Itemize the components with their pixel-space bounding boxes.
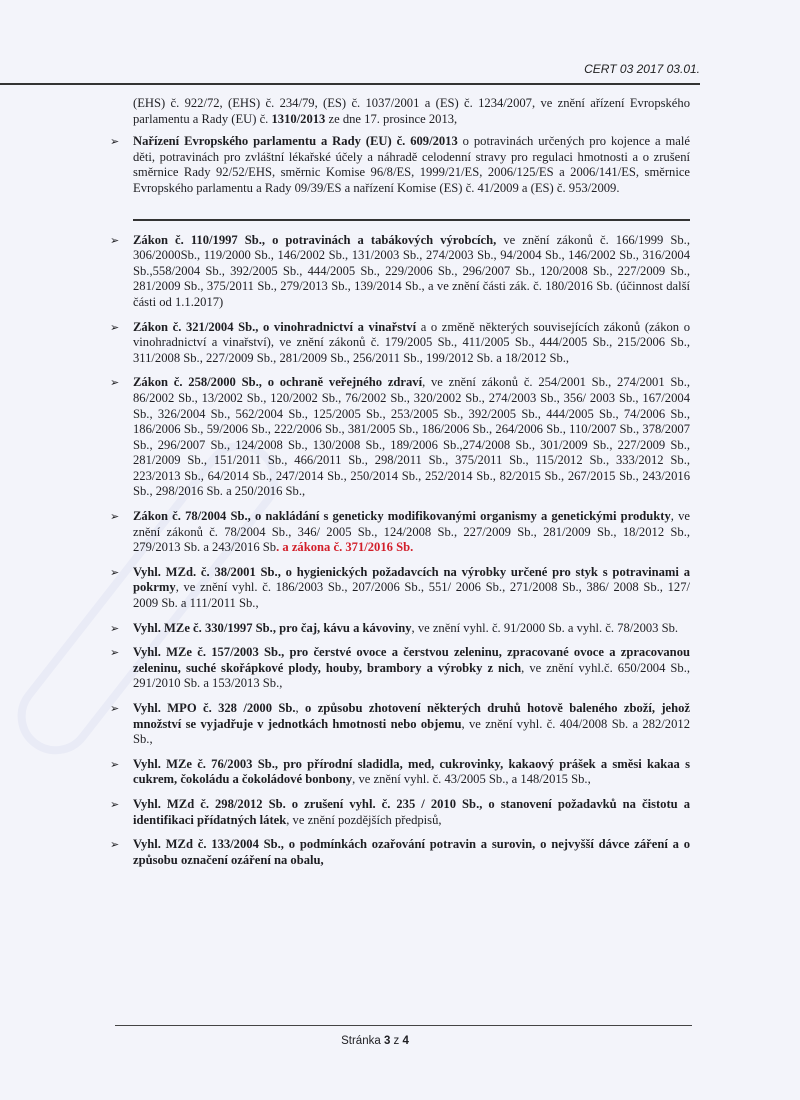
legislation-list [110, 96, 690, 877]
citation-text: , ve znění vyhl. č. 404/2008 Sb. a 282/2012 Sb., [133, 716, 690, 747]
page-number [0, 1035, 800, 1047]
national-laws-list [110, 233, 690, 869]
citation-text: , ve znění vyhl.č. 650/2004 Sb., 291/2010 Sb. a 153/2013 Sb., [133, 660, 690, 691]
citation-text: , ve znění vyhl. č. 91/2000 Sb. a vyhl. č. 78/2003 Sb. [411, 620, 679, 635]
citation-title: Zákon č. 321/2004 Sb., o vinohradnictví a vinařství [133, 319, 417, 334]
amendment-highlight: . a zákona č. 371/2016 Sb. [276, 540, 414, 555]
arrow-bullet-icon: ➢ [110, 702, 120, 715]
list-item [110, 509, 690, 556]
list-item [110, 233, 690, 311]
page-sep: z [390, 1035, 403, 1047]
citation-text: a o změně některých souvisejících zákonů (zákon o vinohradnictví a vinařství), ve znění zákonů č. 179/2005 Sb., 411/2005 Sb., 444/2005 Sb., 215/2006 Sb., 311/2008 Sb., 227/2009 Sb., 281/2009 Sb., 256/2011 Sb., 199/2012 Sb. a 18/2012 Sb., [133, 319, 690, 365]
citation-title: Vyhl. MZe č. 157/2003 Sb., pro čerstvé ovoce a čerstvou zeleninu, zpracované ovoce a zpracovanou zeleninu, suché skořápkové plody, houby, brambory a výrobky z nich [133, 645, 690, 675]
list-item [110, 134, 690, 196]
citation-text: , ve znění vyhl. č. 186/2003 Sb., 207/2006 Sb., 551/ 2006 Sb., 271/2008 Sb., 386/ 2008 Sb., 127/ 2009 Sb. a 111/2011 Sb., [133, 580, 690, 611]
page-label: Stránka [341, 1035, 384, 1047]
citation-text: , ve znění zákonů č. 254/2001 Sb., 274/2001 Sb., 86/2002 Sb., 13/2002 Sb., 120/2002 Sb., 76/2002 Sb., 320/2002 Sb., 274/2003 Sb., 356/ 2003 Sb., 167/2004 Sb., 326/2004 Sb., 562/2004 Sb., 125/2005 Sb., 253/2005 Sb., 392/2005 Sb., 444/2005 Sb., 74/2006 Sb., 186/2006 Sb., 59/2006 Sb., 222/2006 Sb., 381/2005 Sb., 186/2006 Sb., 264/2006 Sb., 110/2007 Sb., 378/2007 Sb., 296/2007 Sb., 124/2008 Sb., 130/2008 Sb., 189/2006 Sb.,274/2008 Sb., 301/2009 Sb., 227/2009 Sb., 281/2009 Sb., 151/2011 Sb., 466/2011 Sb., 298/2011 Sb., 375/2011 Sb., 115/2012 Sb., 333/2012 Sb., 223/2013 Sb., 64/2014 Sb., 247/2014 Sb., 250/2014 Sb., 252/2014 Sb., 82/2015 Sb., 267/2015 Sb., 243/2016 Sb., 298/2016 Sb. a 250/2016 Sb., [133, 375, 690, 499]
citation-text: ve znění zákonů č. 166/1999 Sb., 306/2000Sb., 119/2000 Sb., 146/2002 Sb., 131/2003 Sb., 274/2003 Sb., 94/2004 Sb., 146/2002 Sb., 316/2004 Sb.,558/2004 Sb., 392/2005 Sb., 444/2005 Sb., 229/2006 Sb., 296/2007 Sb., 120/2008 Sb., 227/2009 Sb., 281/2009 Sb., 375/2011 Sb., 279/2013 Sb., 139/2014 Sb., a ve znění části zák. č. 180/2016 Sb. (účinnost další části od 1.1.2017) [133, 232, 690, 309]
arrow-bullet-icon: ➢ [110, 621, 120, 635]
arrow-bullet-icon: ➢ [110, 757, 120, 771]
citation-title: Nařízení Evropského parlamentu a Rady (EU) č. 609/2013 [133, 134, 458, 149]
citation-title: Vyhl. MZd č. 133/2004 Sb., o podmínkách ozařování potravin a surovin, o nejvyšší dávce záření a o způsobu označení ozáření na obalu, [133, 837, 690, 867]
list-item [110, 320, 690, 367]
arrow-bullet-icon: ➢ [110, 565, 120, 579]
arrow-bullet-icon: ➢ [110, 376, 120, 390]
header-divider [0, 83, 700, 85]
list-item [110, 645, 690, 692]
arrow-bullet-icon: ➢ [110, 646, 120, 660]
list-item [110, 375, 690, 500]
continuation-paragraph [110, 96, 690, 127]
section-divider [133, 219, 690, 221]
citation-title: Vyhl. MZd č. 298/2012 Sb. o zrušení vyhl. č. 235 / 2010 Sb., o stanovení požadavků na čistotu a identifikaci přídatných látek [133, 796, 690, 827]
footer-divider [115, 1025, 692, 1026]
citation-text: , ve znění zákonů č. 78/2004 Sb., 346/ 2005 Sb., 124/2008 Sb., 227/2009 Sb., 281/2009 Sb., 18/2012 Sb., 279/2013 Sb. a 243/2016 Sb [133, 509, 690, 555]
citation-text: o potravinách určených pro kojence a malé děti, potravinách pro zvláštní lékařské účely a náhradě celodenní stravy pro regulaci hmotnosti a o zrušení směrnice Rady 92/52/EHS, směrnic Komise 96/8/ES, 1999/21/ES, 2006/125/ES a 2006/141/ES, směrnice Evropského parlamentu a Rady 09/39/ES a nařízení Komise (ES) č. 41/2009 a (ES) č. 953/2009. [133, 134, 690, 195]
list-item [110, 837, 690, 868]
arrow-bullet-icon: ➢ [110, 135, 120, 149]
citation-title: Vyhl. MZd. č. 38/2001 Sb., o hygienických požadavcích na výrobky určené pro styk s potravinami a pokrmy [133, 564, 690, 595]
current-page: 3 [383, 1035, 391, 1047]
arrow-bullet-icon: ➢ [110, 510, 120, 524]
citation-title: Zákon č. 78/2004 Sb., o nakládání s geneticky modifikovanými organismy a genetickými produkty [133, 509, 671, 524]
citation-text: , ve znění vyhl. č. 43/2005 Sb., a 148/2015 Sb., [352, 772, 591, 787]
document-code: CERT 03 2017 03.01. [584, 62, 700, 76]
citation-text: , ve znění pozdějších předpisů, [286, 812, 442, 827]
citation-title: Vyhl. MZe č. 330/1997 Sb., pro čaj, kávu a kávoviny [133, 620, 412, 635]
citation-title: 1310/2013 [271, 111, 326, 126]
total-pages: 4 [402, 1035, 409, 1047]
citation-text: (EHS) č. 922/72, (EHS) č. 234/79, (ES) č. 1037/2001 a (ES) č. 1234/2007, ve znění ařízení Evropského parlamentu a Rady (EU) č. [133, 96, 690, 126]
citation-title: Zákon č. 258/2000 Sb., o ochraně veřejného zdraví [133, 375, 423, 390]
citation-text: , [295, 701, 306, 715]
citation-title: Vyhl. MPO č. 328 /2000 Sb. [133, 701, 296, 715]
citation-title: Vyhl. MZe č. 76/2003 Sb., pro přírodní sladidla, med, cukrovinky, kakaový prášek a směsi kakaa s cukrem, čokoládu a čokoládové bonbony [133, 756, 690, 787]
list-item [110, 757, 690, 788]
citation-title: Zákon č. 110/1997 Sb., o potravinách a tabákových výrobcích, [133, 232, 497, 247]
list-item [110, 565, 690, 612]
eu-regulations-list [110, 134, 690, 196]
list-item [110, 797, 690, 828]
arrow-bullet-icon: ➢ [110, 838, 120, 852]
citation-text: ze dne 17. prosince 2013, [325, 111, 458, 126]
list-item [110, 621, 690, 637]
arrow-bullet-icon: ➢ [110, 233, 120, 247]
list-item [110, 701, 690, 748]
arrow-bullet-icon: ➢ [110, 797, 120, 811]
arrow-bullet-icon: ➢ [110, 320, 120, 334]
citation-title: o způsobu zhotovení některých druhů hotově baleného zboží, jehož množství se vyjadřuje v jednotkách hmotnosti nebo objemu [133, 701, 691, 731]
